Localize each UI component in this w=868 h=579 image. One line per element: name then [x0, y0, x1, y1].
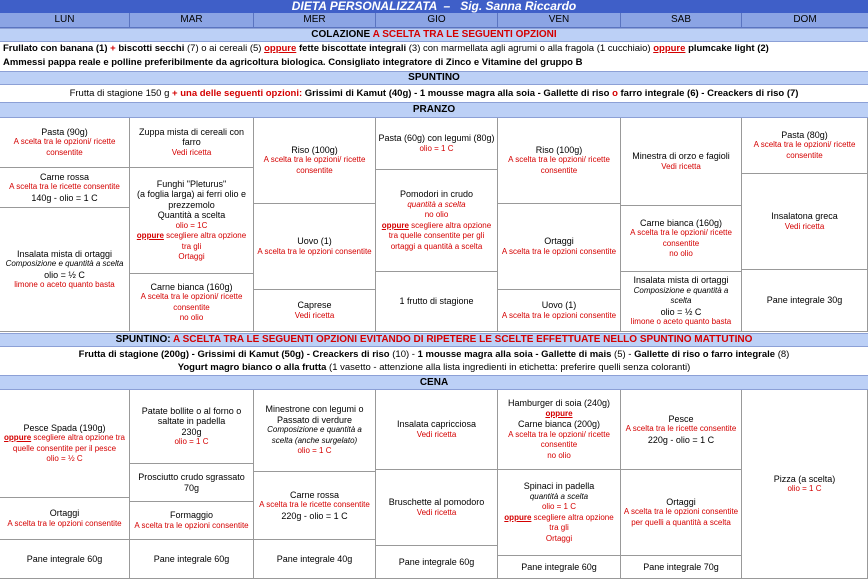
pranzo-cell: [0, 208, 130, 332]
spuntino2-item: Grissimi di Kamut (50g) - Creackers di riso: [197, 349, 390, 360]
spuntino2-label: SPUNTINO:: [115, 334, 171, 345]
pranzo-cell-text: Ortaggi: [544, 236, 574, 246]
pranzo-cell-text: olio = 1C: [175, 220, 208, 230]
cena-cell-text: quantità a scelta: [529, 491, 589, 501]
cena-cell-text: Formaggio: [169, 510, 214, 520]
pranzo-cell-text: Carne rossa: [39, 171, 90, 182]
spuntino2-item: Yogurt magro bianco o alla frutta: [177, 362, 327, 373]
spuntino2-qty: (5) -: [614, 349, 632, 360]
cena-cell-text: olio = 1 C: [787, 484, 822, 493]
pranzo-cell-text: Carne bianca (160g): [150, 281, 233, 292]
cena-cell-text: A scelta tra le opzioni consentite: [134, 520, 249, 530]
pranzo-cell-text: A scelta tra le opzioni/ ricette consentite: [263, 155, 366, 175]
pranzo-cell-text: Insalata mista di ortaggi: [16, 248, 113, 259]
pranzo-cell-text: A scelta tra le ricette consentite: [9, 182, 120, 192]
pranzo-cell-text: A scelta tra le opzioni consentite: [257, 246, 372, 256]
spuntino2-item: Frutta di stagione (200g) -: [78, 349, 195, 360]
cena-cell-text: Prosciutto crudo sgrassato: [138, 472, 245, 482]
pranzo-cell-text: olio = ½ C: [44, 269, 85, 280]
pranzo-cell: [0, 118, 130, 168]
spuntino-item: farro integrale (6) - Creackers di riso (7): [620, 88, 799, 99]
pranzo-cell-text: limone o aceto quanto basta: [14, 280, 115, 289]
spuntino-item: Grissimi di Kamut (40g) - 1 mousse magra alla soia - Gallette di riso: [304, 88, 610, 99]
cena-cell-text: Ortaggi: [545, 533, 573, 543]
oppure-label: oppure: [4, 433, 32, 442]
pranzo-cell-text: Riso (100g): [535, 144, 583, 155]
cena-cell-text: Insalata capricciosa: [396, 419, 477, 429]
pranzo-cell-text: Vedi ricetta: [661, 161, 701, 171]
colazione-item: Frullato con banana (1): [3, 43, 108, 54]
colazione-item: biscotti secchi: [118, 43, 185, 54]
pranzo-cell: [742, 174, 868, 270]
pranzo-cell-text: A scelta tra le opzioni/ ricette consentite: [630, 228, 732, 248]
pranzo-cell-text: Uovo (1): [541, 300, 577, 310]
colazione-item: fette biscottate integrali: [298, 43, 407, 54]
spuntino2-item: 1 mousse magra alla soia - Gallette di mais: [417, 349, 612, 360]
cena-cell-text: A scelta tra le opzioni/ ricette consentite: [508, 429, 610, 449]
spuntino2-note: (1 vasetto - attenzione alla lista ingredienti in etichetta: preferire quelli senza coloranti): [329, 362, 691, 373]
pranzo-cell-text: Uovo (1): [297, 236, 332, 246]
colazione-subtitle: A SCELTA TRA LE SEGUENTI OPZIONI: [372, 29, 557, 40]
cena-cell-text: Patate bollite o al forno o saltate in padella: [141, 405, 242, 426]
cena-cell-text: Ortaggi: [49, 508, 80, 518]
cena-cell-text: Pane integrale 60g: [521, 561, 597, 572]
cena-cell-text: Bruschette al pomodoro: [388, 497, 485, 507]
pranzo-cell-text: Pasta (60g) con legumi (80g): [378, 133, 495, 143]
pranzo-cell-text: Insalata mista di ortaggi: [633, 275, 729, 286]
cena-cell-text: Pane integrale 60g: [398, 556, 475, 567]
pranzo-cell-text: Minestra di orzo e fagioli: [632, 151, 730, 161]
colazione-qty: (7) o ai cereali (5): [187, 43, 262, 54]
cena-cell-text: Pane integrale 60g: [153, 553, 230, 564]
spuntino2-qty: (8): [777, 349, 790, 360]
spuntino2-line-2: [0, 362, 868, 374]
colazione-label: COLAZIONE: [311, 29, 371, 40]
pranzo-cell: [498, 118, 621, 204]
colazione-line-1: [3, 43, 868, 55]
pranzo-cell-text: A scelta tra le opzioni/ ricette consentite: [508, 155, 610, 175]
pranzo-cell: [376, 272, 498, 332]
cena-cell-text: oppure scegliere altra opzione tra quelle consentite per il pesce: [4, 433, 125, 453]
pranzo-cell-text: Riso (100g): [291, 144, 338, 155]
pranzo-cell-text: no olio: [669, 249, 693, 258]
pranzo-cell-text: Zuppa mista di cereali con farro: [138, 126, 245, 148]
cena-cell: [621, 470, 742, 556]
pranzo-cell-text: A scelta tra le opzioni consentite: [501, 310, 617, 320]
day-sun: DOM: [793, 14, 817, 25]
cena-cell-text: A scelta tra le ricette consentite: [259, 500, 370, 510]
oppure-label: oppure: [653, 43, 686, 54]
cena-cell-text: no olio: [547, 450, 571, 460]
pranzo-cell-text: Caprese: [297, 300, 332, 310]
pranzo-cell: [742, 118, 868, 174]
cena-cell: [376, 470, 498, 546]
cena-cell-text: Spinaci in padella: [523, 481, 595, 491]
pranzo-cell-text: Vedi ricetta: [171, 147, 212, 157]
spuntino-line: [0, 88, 868, 100]
pranzo-cell-text: A scelta tra le opzioni/ ricette consentite: [140, 292, 243, 312]
cena-cell-text: olio = ½ C: [46, 454, 83, 463]
cena-cell: [376, 546, 498, 579]
spuntino2-item: Gallette di riso o farro integrale: [634, 349, 776, 360]
oppure-label: oppure: [504, 512, 532, 522]
pranzo-cell: [254, 204, 376, 290]
oppure-label: oppure: [381, 220, 409, 230]
pranzo-cell: [254, 290, 376, 332]
cena-cell: [254, 540, 376, 579]
page-title: DIETA PERSONALIZZATA – Sig. Sanna Riccardo: [0, 0, 868, 13]
pranzo-cell-text: Composizione e quantità a scelta: [5, 259, 124, 268]
pranzo-cell-text: olio = ½ C: [660, 306, 702, 317]
pranzo-cell-text: olio = 1 C: [419, 143, 454, 153]
cena-cell: [498, 390, 621, 470]
pranzo-cell-text: Funghi "Pleturus": [156, 178, 227, 189]
spuntino2-line-1: [0, 349, 868, 361]
cena-cell: [0, 498, 130, 540]
pranzo-cell: [130, 168, 254, 274]
cena-cell-text: Carne rossa: [289, 489, 340, 500]
cena-cell-text: Carne bianca (200g): [517, 419, 601, 429]
pranzo-cell: [254, 118, 376, 204]
cena-cell-text: Pane integrale 40g: [276, 553, 353, 564]
cena-cell-text: Ortaggi: [666, 496, 696, 507]
cena-cell-text: Pesce: [668, 413, 694, 424]
spuntino2-subtitle: A SCELTA TRA LE SEGUENTI OPZIONI EVITANDO DI RIPETERE LE SCELTE EFFETTUATE NELLO SPUNTINO MATTUTINO: [172, 334, 753, 345]
pranzo-cell-text: Pasta (80g): [781, 129, 828, 140]
pranzo-cell-text: Pomodori in crudo: [399, 189, 474, 199]
cena-cell: [254, 472, 376, 540]
pranzo-cell-text: Pasta (90g): [41, 126, 88, 137]
day-fri: VEN: [498, 13, 621, 27]
pranzo-cell: [376, 170, 498, 272]
cena-cell: [621, 390, 742, 470]
pranzo-cell: [621, 206, 742, 272]
cena-cell-text: Pesce Spada (190g): [23, 422, 106, 433]
pranzo-heading: PRANZO: [0, 102, 868, 118]
day-mon: LUN: [0, 13, 130, 27]
cena-cell: [498, 556, 621, 579]
spuntino-heading: SPUNTINO: [0, 71, 868, 85]
pranzo-cell-text: (a foglia larga) ai ferri olio e prezzemolo: [136, 189, 247, 210]
cena-cell-text: olio = 1 C: [541, 502, 577, 511]
pranzo-cell-text: A scelta tra le opzioni/ ricette consentite: [13, 137, 116, 157]
pranzo-cell-text: Composizione e quantità a scelta: [633, 285, 729, 306]
pranzo-cell: [498, 290, 621, 332]
pranzo-cell-text: 1 frutto di stagione: [399, 296, 474, 307]
cena-cell: [742, 390, 868, 579]
pranzo-cell-text: Quantità a scelta: [157, 210, 226, 220]
cena-cell-text: olio = 1 C: [174, 437, 209, 446]
cena-cell-text: 220g - olio = 1 C: [647, 434, 715, 445]
cena-cell-text: Composizione e quantità a scelta (anche surgelato): [267, 425, 362, 445]
pranzo-cell-text: no olio: [179, 313, 204, 322]
spuntino-item: Frutta di stagione 150 g: [69, 88, 170, 99]
cena-cell-text: A scelta tra le ricette consentite: [625, 424, 737, 434]
day-tue: MAR: [130, 13, 254, 27]
cena-cell: [0, 390, 130, 498]
pranzo-cell: [621, 272, 742, 332]
pranzo-cell-text: Pane integrale 30g: [766, 295, 843, 306]
cena-cell: [621, 556, 742, 579]
oppure-label: oppure: [136, 231, 164, 240]
pranzo-cell-text: Insalatona greca: [771, 211, 838, 221]
day-wed: MER: [254, 13, 376, 27]
spuntino2-heading: [0, 333, 868, 347]
cena-cell-text: Pizza (a scelta): [773, 473, 836, 484]
weekday-header: [0, 13, 868, 28]
pranzo-cell: [621, 118, 742, 206]
day-thu: GIO: [376, 13, 498, 27]
cena-cell: [130, 540, 254, 579]
pranzo-cell-text: limone o aceto quanto basta: [630, 317, 732, 327]
cena-cell: [376, 390, 498, 470]
pranzo-cell-text: oppure scegliere altra opzione tra gli: [136, 231, 247, 251]
pranzo-cell-text: 140g - olio = 1 C: [31, 192, 98, 203]
cena-cell-text: A scelta tra le opzioni consentite: [7, 518, 122, 528]
colazione-line-2: Ammessi pappa reale e polline preferibilmente da agricoltura biologica. Consigliato integratore di Zinco e Vitamine del gruppo B: [3, 57, 583, 68]
pranzo-cell: [376, 118, 498, 170]
cena-cell-text: Vedi ricetta: [416, 507, 457, 517]
colazione-item: plumcake light (2): [688, 43, 769, 54]
cena-cell-text: 230g: [181, 426, 202, 437]
day-sat: SAB: [621, 13, 742, 27]
colazione-heading: [0, 28, 868, 42]
pranzo-cell-text: Vedi ricetta: [294, 310, 335, 320]
cena-cell: [130, 464, 254, 502]
cena-cell-text: Hamburger di soia (240g): [507, 398, 611, 408]
colazione-qty: (3) con marmellata agli agrumi o alla fragola (1 cucchiaio): [408, 43, 651, 54]
pranzo-cell: [130, 274, 254, 332]
cena-heading: CENA: [0, 375, 868, 390]
cena-cell: [130, 502, 254, 540]
cena-cell-text: A scelta tra le opzioni consentite per quelli a quantità a scelta: [623, 507, 739, 527]
cena-cell-text: 220g - olio = 1 C: [281, 510, 348, 521]
cena-cell-text: Pane integrale 70g: [643, 561, 719, 572]
pranzo-cell-text: Carne bianca (160g): [639, 217, 723, 228]
cena-cell-text: Pane integrale 60g: [26, 553, 103, 564]
cena-cell-text: Minestrone con legumi o Passato di verdure: [265, 404, 364, 425]
oppure-label: oppure: [545, 408, 573, 418]
pranzo-cell-text: oppure scegliere altra opzione tra quelle consentite per gli ortaggi a quantità a scelta: [381, 220, 492, 251]
cena-cell-text: oppure scegliere altra opzione tra gli: [504, 512, 614, 532]
pranzo-cell-text: A scelta tra le opzioni/ ricette consentite: [753, 140, 856, 160]
pranzo-cell-text: A scelta tra le opzioni consentite: [501, 246, 617, 256]
pranzo-cell-text: Vedi ricetta: [784, 221, 825, 231]
pranzo-cell: [498, 204, 621, 290]
pranzo-cell-text: quantità a scelta: [407, 199, 466, 209]
cena-cell-text: 70g: [183, 482, 200, 493]
pranzo-cell: [130, 118, 254, 168]
pranzo-cell: [0, 168, 130, 208]
cena-cell-text: [545, 409, 572, 420]
cena-cell-text: olio = 1 C: [297, 446, 332, 456]
cena-cell: [254, 390, 376, 472]
cena-cell-text: Vedi ricetta: [416, 429, 457, 439]
or-label: o: [612, 88, 618, 99]
cena-cell: [0, 540, 130, 579]
cena-cell: [498, 470, 621, 556]
spuntino2-qty: (10) -: [392, 349, 415, 360]
cena-cell: [130, 390, 254, 464]
spuntino-note: + una delle seguenti opzioni:: [172, 88, 303, 99]
plus-sign: +: [110, 43, 116, 54]
pranzo-cell: [742, 270, 868, 332]
pranzo-cell-text: Ortaggi: [178, 252, 205, 261]
pranzo-cell-text: no olio: [424, 210, 449, 219]
oppure-label: oppure: [264, 43, 297, 54]
